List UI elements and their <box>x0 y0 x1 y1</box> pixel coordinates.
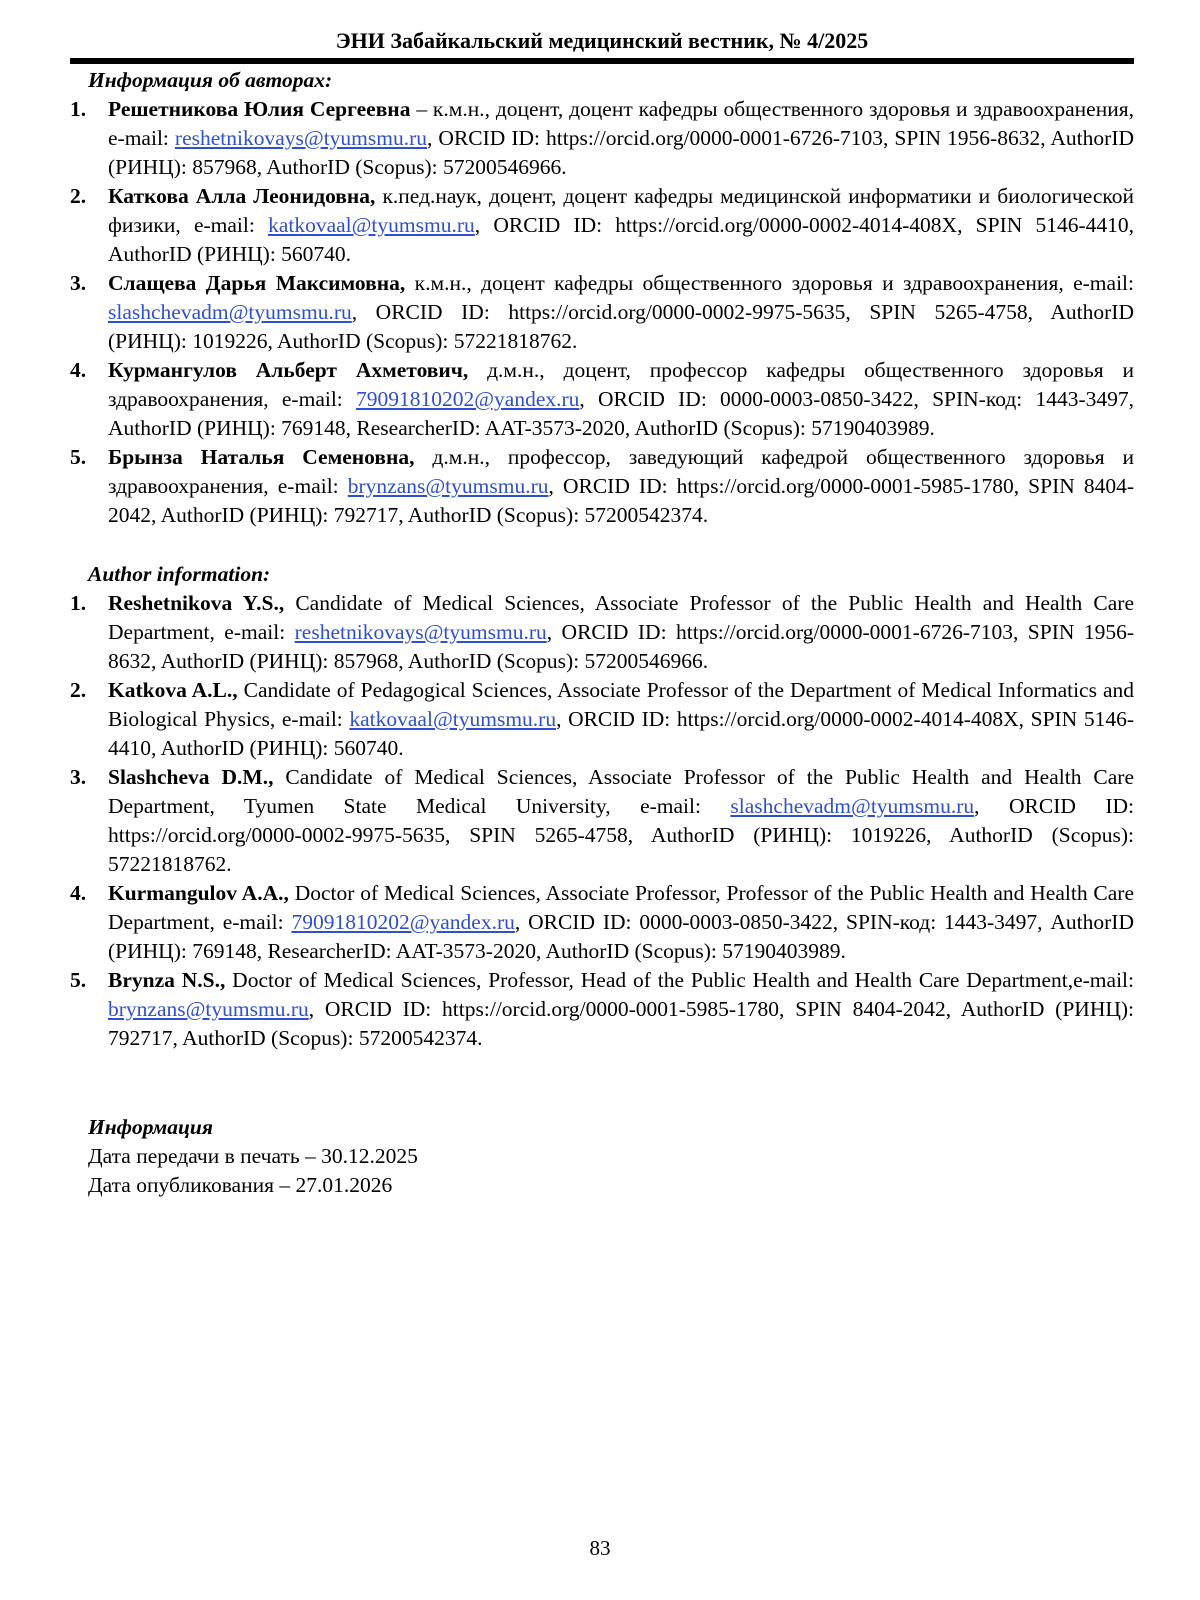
ru-section-title: Информация об авторах: <box>88 68 333 92</box>
author-name: Брынза Наталья Семеновна, <box>108 445 415 469</box>
author-entry <box>70 182 1134 269</box>
author-name: Reshetnikova Y.S., <box>108 591 285 615</box>
author-credentials: д.м.н., профессор, заведующий кафедрой общественного здоровья и здравоохранения, e-mail: <box>108 445 1134 498</box>
en-section-title: Author information: <box>88 562 271 586</box>
author-entry <box>70 966 1134 1053</box>
info-title: Информация <box>88 1115 213 1139</box>
main-content <box>70 66 1134 1200</box>
author-credentials: к.пед.наук, доцент, доцент кафедры медицинской информатики и биологической физики, e-mail: <box>108 184 1135 237</box>
entry-number: 2. <box>70 184 87 208</box>
entry-number: 3. <box>70 271 87 295</box>
author-name: Каткова Алла Леонидовна, <box>108 184 376 208</box>
author-entry <box>70 95 1134 182</box>
author-entry <box>70 443 1134 530</box>
author-credentials: Doctor of Medical Sciences, Associate Professor, Professor of the Public Health and Health Care Department, e-mail: <box>108 881 1134 934</box>
author-credentials: д.м.н., доцент, профессор кафедры общественного здоровья и здравоохранения, e-mail: <box>108 358 1134 411</box>
email-link[interactable]: slashchevadm@tyumsmu.ru <box>730 794 975 818</box>
email-link[interactable]: katkovaal@tyumsmu.ru <box>268 213 475 237</box>
email-link[interactable]: slashchevadm@tyumsmu.ru <box>108 300 352 324</box>
author-entry <box>70 763 1134 879</box>
email-link[interactable]: 79091810202@yandex.ru <box>356 387 580 411</box>
email-link[interactable]: 79091810202@yandex.ru <box>291 910 515 934</box>
page-number: 83 <box>589 1536 611 1560</box>
email-link[interactable]: brynzans@tyumsmu.ru <box>108 997 309 1021</box>
author-identifiers: , ORCID ID: https://orcid.org/0000-0002-9975-5635, SPIN 5265-4758, AuthorID (РИНЦ): 1019226, AuthorID (Scopus): 57221818762. <box>108 794 1134 876</box>
entry-number: 5. <box>70 445 87 469</box>
author-credentials: – к.м.н., доцент, доцент кафедры общественного здоровья и здравоохранения, e-mail: <box>108 97 1134 150</box>
email-link[interactable]: brynzans@tyumsmu.ru <box>347 474 549 498</box>
author-entry <box>70 269 1134 356</box>
author-identifiers: , ORCID ID: 0000-0003-0850-3422, SPIN-код: 1443-3497, AuthorID (РИНЦ): 769148, ResearcherID: AAT-3573-2020, AuthorID (Scopus): 57190403989. <box>108 387 1134 440</box>
ru-author-list <box>70 95 1134 530</box>
author-entry <box>70 879 1134 966</box>
entry-number: 4. <box>70 881 87 905</box>
author-identifiers: , ORCID ID: https://orcid.org/0000-0001-5985-1780, SPIN 8404-2042, AuthorID (РИНЦ): 792717, AuthorID (Scopus): 57200542374. <box>108 997 1134 1050</box>
email-link[interactable]: katkovaal@tyumsmu.ru <box>349 707 557 731</box>
header-rule <box>70 58 1134 64</box>
author-name: Слащева Дарья Максимовна, <box>108 271 406 295</box>
author-name: Brynza N.S., <box>108 968 226 992</box>
author-entry <box>70 589 1134 676</box>
author-identifiers: , ORCID ID: https://orcid.org/0000-0002-4014-408X, SPIN 5146-4410, AuthorID (РИНЦ): 560740. <box>108 213 1134 266</box>
author-entry <box>70 356 1134 443</box>
author-name: Курмангулов Альберт Ахметович, <box>108 358 469 382</box>
entry-number: 5. <box>70 968 87 992</box>
author-credentials: Candidate of Medical Sciences, Associate Professor of the Public Health and Health Care Department, e-mail: <box>108 591 1134 644</box>
email-link[interactable]: reshetnikovays@tyumsmu.ru <box>174 126 428 150</box>
author-identifiers: , ORCID ID: https://orcid.org/0000-0001-5985-1780, SPIN 8404-2042, AuthorID (РИНЦ): 792717, AuthorID (Scopus): 57200542374. <box>108 474 1135 527</box>
author-identifiers: , ORCID ID: https://orcid.org/0000-0002-4014-408X, SPIN 5146-4410, AuthorID (РИНЦ): 560740. <box>108 707 1134 760</box>
entry-number: 1. <box>70 591 87 615</box>
author-credentials: к.м.н., доцент кафедры общественного здоровья и здравоохранения, e-mail: <box>405 271 1134 295</box>
email-link[interactable]: reshetnikovays@tyumsmu.ru <box>294 620 547 644</box>
publication-info <box>88 1113 1134 1200</box>
author-identifiers: , ORCID ID: 0000-0003-0850-3422, SPIN-код: 1443-3497, AuthorID (РИНЦ): 769148, ResearcherID: AAT-3573-2020, AuthorID (Scopus): 57190403989. <box>108 910 1134 963</box>
print-date: Дата передачи в печать – 30.12.2025 <box>88 1144 418 1168</box>
author-name: Katkova A.L., <box>108 678 238 702</box>
entry-number: 3. <box>70 765 87 789</box>
author-name: Kurmangulov A.A., <box>108 881 289 905</box>
entry-number: 2. <box>70 678 87 702</box>
en-author-list <box>70 589 1134 1053</box>
publish-date: Дата опубликования – 27.01.2026 <box>88 1173 393 1197</box>
author-identifiers: , ORCID ID: https://orcid.org/0000-0002-9975-5635, SPIN 5265-4758, AuthorID (РИНЦ): 1019226, AuthorID (Scopus): 57221818762. <box>108 300 1134 353</box>
author-credentials: Doctor of Medical Sciences, Professor, Head of the Public Health and Health Care Department,e-mail: <box>225 968 1134 992</box>
author-name: Slashcheva D.M., <box>108 765 274 789</box>
author-identifiers: , ORCID ID: https://orcid.org/0000-0001-6726-7103, SPIN 1956-8632, AuthorID (РИНЦ): 857968, AuthorID (Scopus): 57200546966. <box>108 620 1135 673</box>
author-entry <box>70 676 1134 763</box>
entry-number: 1. <box>70 97 87 121</box>
author-credentials: Candidate of Pedagogical Sciences, Associate Professor of the Department of Medical Informatics and Biological Physics, e-mail: <box>108 678 1134 731</box>
author-identifiers: , ORCID ID: https://orcid.org/0000-0001-6726-7103, SPIN 1956-8632, AuthorID (РИНЦ): 857968, AuthorID (Scopus): 57200546966. <box>108 126 1135 179</box>
journal-header: ЭНИ Забайкальский медицинский вестник, № 4/2025 <box>335 28 869 53</box>
author-credentials: Candidate of Medical Sciences, Associate Professor of the Public Health and Health Care Department, Tyumen State Medical University, e-mail: <box>108 765 1134 818</box>
author-name: Решетникова Юлия Сергеевна <box>108 97 411 121</box>
entry-number: 4. <box>70 358 87 382</box>
